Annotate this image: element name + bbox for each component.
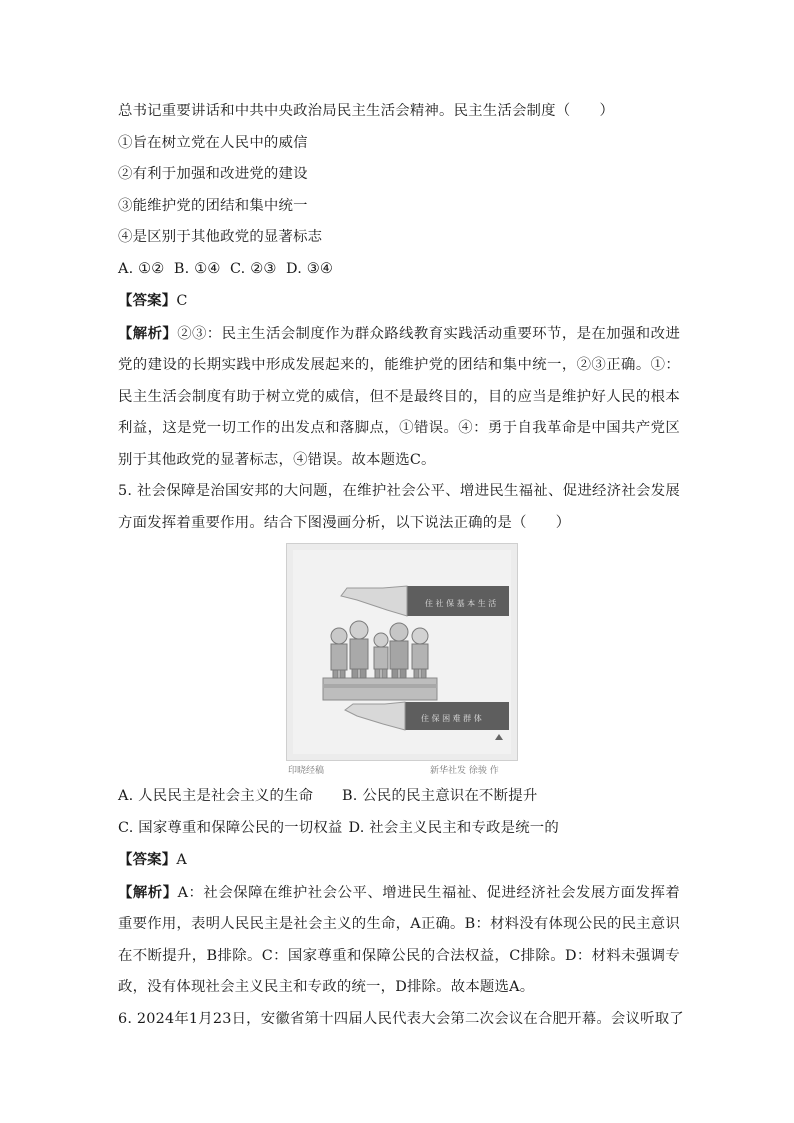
q5-options-row-2 — [118, 813, 680, 845]
answer-value: A — [176, 852, 187, 868]
q4-item-1: ①旨在树立党在人民中的威信 — [118, 134, 308, 151]
cartoon-illustration — [287, 544, 517, 760]
cartoon-caption-left: 印晓经稿 — [288, 766, 325, 776]
q4-item-2: ②有利于加强和改进党的建设 — [118, 166, 308, 182]
sleeve-bottom-label: 住 保 困 难 群 体 — [421, 714, 482, 723]
cartoon-caption-right: 新华社发 徐骏 作 — [430, 766, 499, 776]
q4-stem-tail: 总书记重要讲话和中共中央政治局民主生活会精神。民主生活会制度（ ） — [118, 103, 615, 119]
analysis-tag: 【解析】 — [118, 324, 178, 342]
q4-item-4: ④是区别于其他政党的显著标志 — [118, 229, 323, 245]
analysis-text: A：社会保障在维护社会公平、增进民生福祉、促进经济社会发展方面发挥着重要作用，表明人民民主是社会主义的生命，A正确。B：材料没有体现公民的民主意识在不断提升，B排除。C：国家尊重和保障公民的合法权益，C排除。D：材料未强调专政，没有体现社会主义民主和专政的统一，D排除。故本题选A。 — [118, 884, 680, 995]
q4-options: A. ①② B. ①④ C. ②③ D. ③④ — [118, 260, 333, 277]
q5-option-a: A. 人民民主是社会主义的生命 — [118, 788, 314, 804]
q5-options-row-1 — [118, 781, 680, 813]
analysis-tag: 【解析】 — [118, 883, 178, 901]
q5-analysis — [118, 877, 680, 1004]
document-page — [118, 96, 684, 1035]
cartoon-image — [286, 543, 518, 761]
q6-stem-head: 6. 2024年1月23日，安徽省第十四届人民代表大会第二次会议在合肥开幕。会议听取了 — [118, 1010, 684, 1027]
q5-stem: 5. 社会保障是治国安邦的大问题，在维护社会公平、增进民生福祉、促进经济社会发展方面发挥着重要作用。结合下图漫画分析，以下说法正确的是（ ） — [118, 483, 680, 531]
sleeve-top-label: 住 社 保 基 本 生 活 — [425, 599, 497, 608]
analysis-text: ②③：民主生活会制度作为群众路线教育实践活动重要环节，是在加强和改进党的建设的长期实践中形成发展起来的，能维护党的团结和集中统一，②③正确。①：民主生活会制度有助于树立党的威信，但不是最终目的，目的应当是维护好人民的根本利益，这是党一切工作的出发点和落脚点，①错误。④：勇于自我革命是中国共产党区别于其他政党的显著标志，④错误。故本题选C。 — [118, 325, 680, 468]
answer-tag: 【答案】 — [118, 851, 177, 868]
q5-cartoon-figure — [118, 543, 680, 781]
answer-tag: 【答案】 — [118, 292, 177, 309]
q5-answer — [118, 844, 680, 877]
q5-option-c: C. 国家尊重和保障公民的一切权益 — [118, 819, 343, 836]
q4-item-3: ③能维护党的团结和集中统一 — [118, 197, 308, 214]
q4-analysis — [118, 318, 680, 477]
q5-option-b: B. 公民的民主意识在不断提升 — [342, 788, 538, 804]
answer-value: C — [176, 293, 188, 309]
q5-option-d: D. 社会主义民主和专政是统一的 — [348, 819, 559, 836]
q4-answer — [118, 285, 680, 318]
